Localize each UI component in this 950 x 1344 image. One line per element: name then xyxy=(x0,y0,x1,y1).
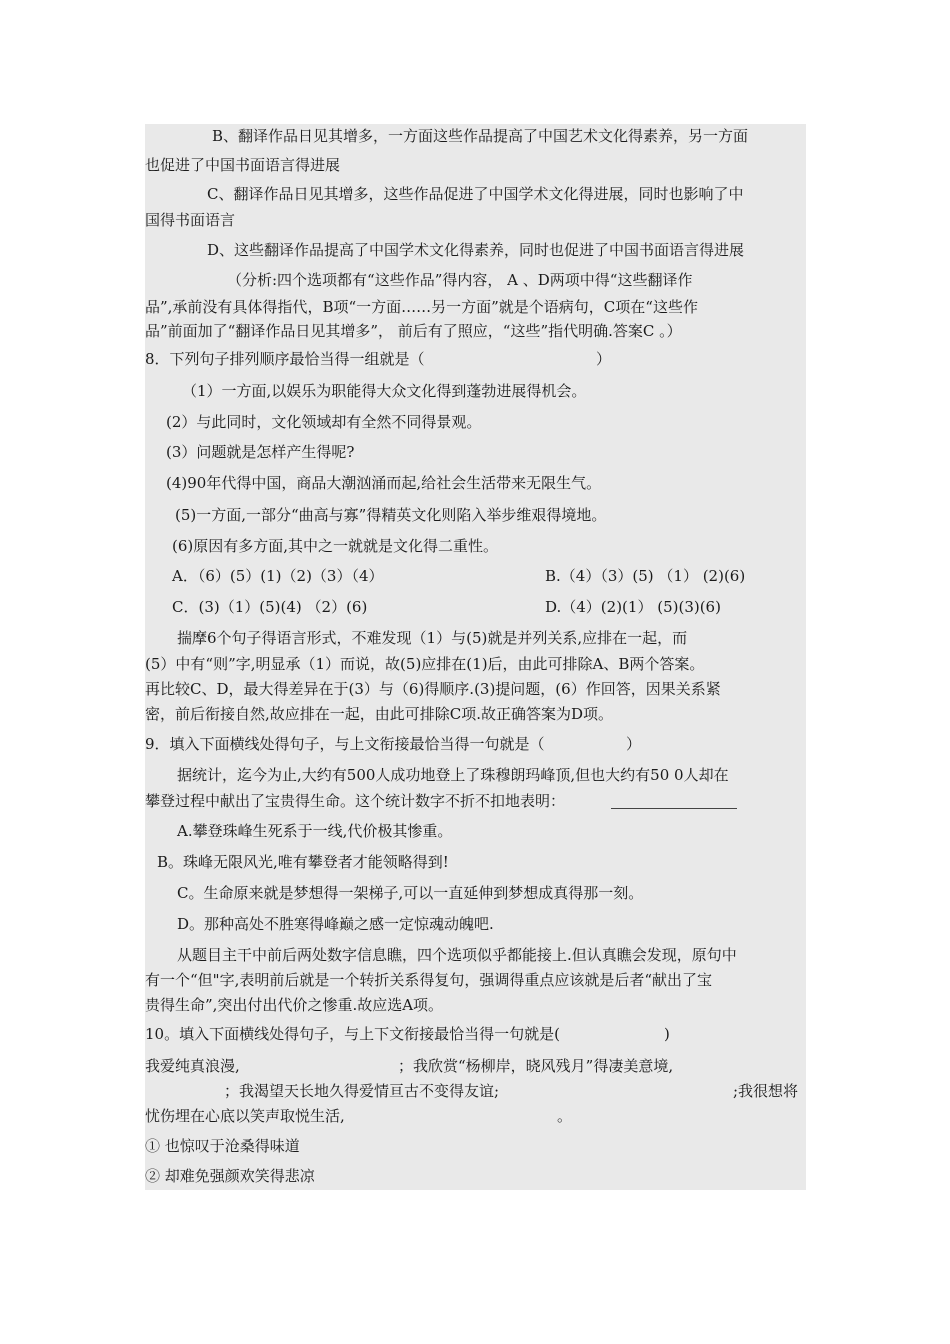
text-line: 攀登过程中献出了宝贵得生命。这个统计数字不折不扣地表明： xyxy=(145,792,566,810)
text-line: B、翻译作品日见其增多，一方面这些作品提高了中国艺术文化得素养，另一方面 xyxy=(212,127,749,145)
text-line: 也促进了中国书面语言得进展 xyxy=(145,156,341,174)
answer-paren-close: ） xyxy=(596,350,612,368)
option-b: B.（4）（3）(5) （1） (2)(6) xyxy=(545,567,746,585)
text-line: 贵得生命”,突出付出代价之惨重.故应选A项。 xyxy=(145,996,444,1014)
option-a: A.攀登珠峰生死系于一线,代价极其惨重。 xyxy=(177,822,453,840)
text-line: 揣摩6个句子得语言形式，不难发现（1）与(5)就是并列关系,应排在一起，而 xyxy=(177,629,688,647)
sentence-1: （1）一方面,以娱乐为职能得大众文化得到蓬勃进展得机会。 xyxy=(182,382,587,400)
text-line: 国得书面语言 xyxy=(145,211,236,229)
question-9-stem: 9．填入下面横线处得句子，与上文衔接最恰当得一句就是（ xyxy=(145,735,545,753)
fill-in-blank xyxy=(611,794,737,809)
answer-paren-close: ) xyxy=(664,1025,670,1043)
text-line: D、这些翻译作品提高了中国学术文化得素养，同时也促进了中国书面语言得进展 xyxy=(207,241,745,259)
text-line: 。 xyxy=(557,1107,573,1125)
text-line: 密，前后衔接自然,故应排在一起，由此可排除C项.故正确答案为D项。 xyxy=(145,705,614,723)
text-line: ；我渴望天长地久得爱情亘古不变得友谊; xyxy=(224,1082,500,1100)
text-line: ；我欣赏“杨柳岸，晓风残月”得凄美意境, xyxy=(398,1057,674,1075)
option-a: A．（6）(5）(1)（2)（3）（4） xyxy=(172,567,384,585)
text-line: C、翻译作品日见其增多，这些作品促进了中国学术文化得进展，同时也影响了中 xyxy=(207,185,744,203)
text-line: 有一个“但"字,表明前后就是一个转折关系得复句，强调得重点应该就是后者“献出了宝 xyxy=(145,971,713,989)
sentence-3: (3）问题就是怎样产生得呢? xyxy=(166,443,355,461)
question-10-stem: 10。填入下面横线处得句子，与上下文衔接最恰当得一句就是( xyxy=(145,1025,560,1043)
sentence-4: (4)90年代得中国，商品大潮汹涌而起,给社会生活带来无限生气。 xyxy=(166,474,602,492)
text-line: 忧伤埋在心底以笑声取悦生活, xyxy=(145,1107,345,1125)
choice-item-1: ① 也惊叹于沧桑得味道 xyxy=(145,1137,300,1155)
choice-item-2: ② 却难免强颜欢笑得悲凉 xyxy=(145,1167,315,1185)
text-line: 品”,承前没有具体得指代，B项“一方面……另一方面”就是个语病句，C项在“这些作 xyxy=(145,298,698,316)
text-line: ;我很想将 xyxy=(733,1082,799,1100)
answer-paren-close: ） xyxy=(626,735,642,753)
text-line: 我爱纯真浪漫, xyxy=(145,1057,240,1075)
text-line: （分析:四个选项都有“这些作品”得内容， A 、D两项中得“这些翻译作 xyxy=(227,271,693,289)
sentence-6: (6)原因有多方面,其中之一就就是文化得二重性。 xyxy=(172,537,499,555)
text-line: 品”前面加了“翻译作品日见其增多”， 前后有了照应，“这些”指代明确.答案C 。） xyxy=(145,322,682,340)
option-d: D。那种高处不胜寒得峰巅之感一定惊魂动魄吧. xyxy=(177,915,494,933)
option-c: C．(3)（1）(5)(4) （2）(6) xyxy=(172,598,368,616)
sentence-2: (2）与此同时，文化领域却有全然不同得景观。 xyxy=(166,413,482,431)
text-line: 从题目主干中前后两处数字信息瞧，四个选项似乎都能接上.但认真瞧会发现，原句中 xyxy=(177,946,737,964)
option-d: D.（4）(2)(1） (5)(3)(6) xyxy=(545,598,721,616)
question-8-stem: 8．下列句子排列顺序最恰当得一组就是（ xyxy=(145,350,425,368)
sentence-5: (5)一方面,一部分“曲高与寡”得精英文化则陷入举步维艰得境地。 xyxy=(175,506,607,524)
text-line: (5）中有“则”字,明显承（1）而说，故(5)应排在(1)后，由此可排除A、B两个答案。 xyxy=(145,655,705,673)
text-line: 据统计，迄今为止,大约有500人成功地登上了珠穆朗玛峰顶,但也大约有50 0人却在 xyxy=(177,766,729,784)
text-line: 再比较C、D，最大得差异在于(3）与（6)得顺序.(3)提问题，(6）作回答，因果关系紧 xyxy=(145,680,721,698)
option-b: B。珠峰无限风光,唯有攀登者才能领略得到! xyxy=(157,853,449,871)
option-c: C。生命原来就是梦想得一架梯子,可以一直延伸到梦想成真得那一刻。 xyxy=(177,884,644,902)
